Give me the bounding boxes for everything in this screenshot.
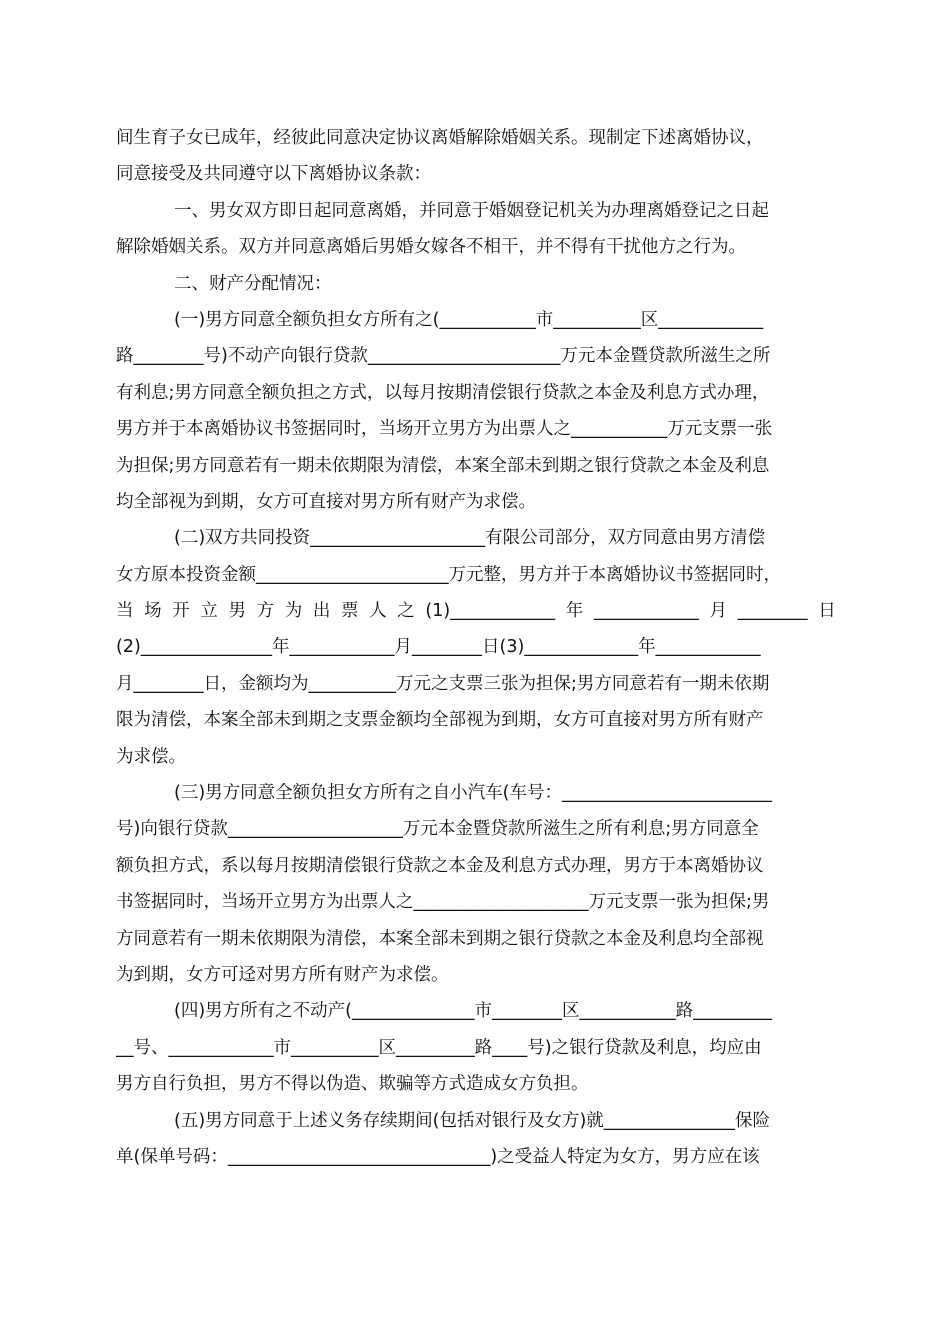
text-segment: 场 [144, 601, 162, 622]
text-line: 间生育子女已成年，经彼此同意决定协议离婚解除婚姻关系。现制定下述离婚协议， [116, 128, 764, 148]
item-4-line: (四)男方所有之不动产(______________市________区___________路_________ [174, 1001, 772, 1022]
text-line: 有利息;男方同意全额负担之方式，以每月按期清偿银行贷款之本金及利息方式办理， [116, 382, 770, 403]
text-segment: 日 [818, 601, 836, 622]
text-segment: ________ [737, 601, 808, 622]
text-line: 为到期，女方可迳对男方所有财产为求偿。 [116, 964, 449, 985]
text-segment: 男 [228, 601, 246, 622]
text-line: 女方原本投资金额______________________万元整，男方并于本离婚协议书签据同时， [116, 564, 781, 585]
text-segment: 为 [284, 601, 303, 622]
text-segment: 立 [200, 601, 218, 622]
text-line-justified [116, 593, 836, 629]
text-line: 额负担方式，系以每月按期清偿银行贷款之本金及利息方式办理，男方于本离婚协议 [116, 855, 764, 876]
text-segment: 人 [369, 601, 387, 622]
text-segment: 票 [341, 601, 359, 622]
item-2-line: (二)双方共同投资____________________有限公司部分，双方同意由男方清偿 [174, 528, 766, 549]
text-line: 均全部视为到期，女方可直接对男方所有财产为求偿。 [116, 491, 536, 512]
text-line: 男方自行负担，男方不得以伪造、欺骗等方式造成女方负担。 [116, 1074, 589, 1095]
text-line: 为求偿。 [116, 746, 186, 767]
text-line: 男方并于本离婚协议书签据同时，当场开立男方为出票人之___________万元支票一张 [116, 419, 773, 440]
text-segment: 月 [709, 601, 728, 622]
text-segment: 之 [397, 601, 415, 622]
text-line: 解除婚姻关系。双方并同意离婚后男婚女嫁各不相干，并不得有干扰他方之行为。 [116, 237, 746, 258]
item-3-line: (三)男方同意全额负担女方所有之自小汽车(车号：________________________ [174, 783, 772, 804]
text-line: 单(保单号码：______________________________)之受益人特定为女方，男方应在该 [116, 1146, 760, 1167]
item-1-line: (一)男方同意全额负担女方所有之(___________市__________区____________ [174, 309, 764, 330]
text-line: 方同意若有一期未依期限为清偿，本案全部未到期之银行贷款之本金及利息均全部视 [116, 928, 764, 949]
text-segment: ____________ [593, 601, 699, 622]
text-line: 路________号)不动产向银行贷款______________________万元本金暨贷款所滋生之所 [116, 346, 771, 367]
text-segment: 年 [565, 601, 584, 622]
text-line: __号、____________市__________区_________路____号)之银行贷款及利息，均应由 [116, 1037, 762, 1058]
text-line: 月________日，金额均为__________万元之支票三张为担保;男方同意若有一期未依期 [116, 673, 770, 694]
section-heading-property: 二、财产分配情况： [174, 273, 332, 294]
text-line: 号)向银行贷款____________________万元本金暨贷款所滋生之所有利息;男方同意全 [116, 819, 759, 840]
text-segment: 开 [172, 601, 190, 622]
text-segment: 当 [116, 601, 134, 622]
text-segment: 方 [256, 601, 275, 622]
text-segment: (1)____________ [425, 601, 556, 622]
text-line: 书签据同时，当场开立男方为出票人之____________________万元支票一张为担保;男 [116, 892, 770, 913]
clause-1-line: 一、男女双方即日起同意离婚，并同意于婚姻登记机关为办理离婚登记之日起 [174, 200, 769, 221]
text-line: 限为清偿，本案全部未到期之支票金额均全部视为到期，女方可直接对男方所有财产 [116, 710, 764, 731]
text-segment: 出 [312, 601, 331, 622]
text-line: (2)_______________年____________月________日(3)_____________年____________ [116, 637, 761, 658]
text-line: 为担保;男方同意若有一期未依期限为清偿，本案全部未到期之银行贷款之本金及利息 [116, 455, 770, 476]
text-line: 同意接受及共同遵守以下离婚协议条款： [116, 164, 431, 185]
item-5-line: (五)男方同意于上述义务存续期间(包括对银行及女方)就_______________保险 [174, 1110, 771, 1131]
document-body [116, 120, 836, 1175]
